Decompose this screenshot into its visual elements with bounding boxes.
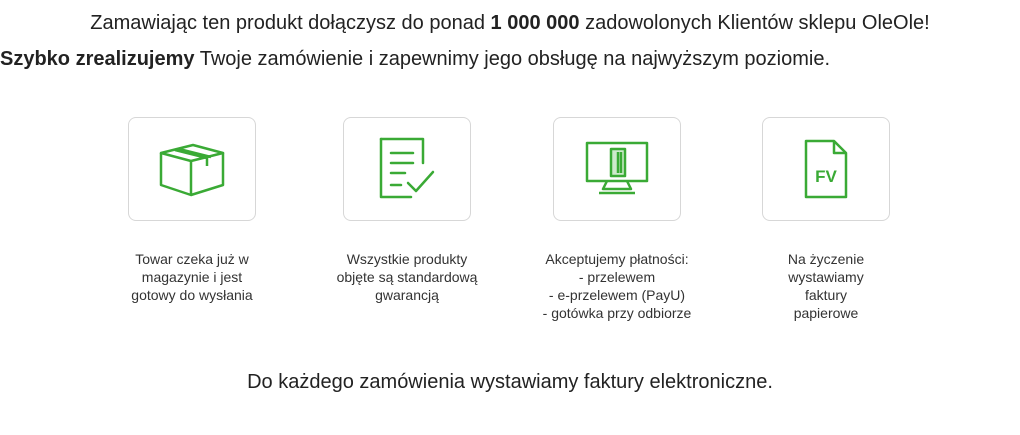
monitor-card-icon [585, 140, 649, 198]
document-check-icon [375, 137, 439, 201]
box-icon [157, 139, 227, 199]
feature-line: Towar czeka już w [135, 251, 249, 267]
intro-bold-phrase: Szybko zrealizujemy [0, 48, 195, 70]
feature-line: papierowe [793, 305, 859, 321]
feature-text [92, 250, 292, 304]
feature-line: gwarancją [375, 287, 439, 303]
feature-line: faktury [804, 287, 847, 303]
feature-invoice [726, 117, 926, 322]
feature-warranty [307, 117, 507, 304]
feature-payment [517, 117, 717, 322]
feature-line: magazynie i jest [141, 269, 243, 285]
feature-text [517, 250, 717, 322]
feature-line: objęte są standardową [336, 269, 478, 285]
invoice-fv-icon [804, 139, 848, 199]
customer-count: 1 000 000 [490, 12, 580, 34]
feature-line: Akceptujemy płatności: [545, 251, 689, 267]
intro-line-1 [0, 10, 1020, 36]
feature-line: Wszystkie produkty [346, 251, 468, 267]
feature-icon-box [343, 117, 471, 221]
feature-text [726, 250, 926, 322]
feature-text [307, 250, 507, 304]
invoice-badge: FV [815, 167, 837, 186]
feature-stock [92, 117, 292, 304]
intro-text-1: Zamawiając ten produkt dołączysz do ponad [90, 12, 491, 34]
feature-line: - przelewem [578, 269, 656, 285]
feature-line: - e-przelewem (PayU) [548, 287, 686, 303]
feature-line: Na życzenie [787, 251, 865, 267]
feature-line: - gotówka przy odbiorze [542, 305, 692, 321]
feature-icon-box [553, 117, 681, 221]
feature-icon-box [762, 117, 890, 221]
feature-line: gotowy do wysłania [131, 287, 253, 303]
intro-line-2 [0, 46, 1020, 72]
feature-icon-box [128, 117, 256, 221]
intro-text-2: zadowolonych Klientów sklepu OleOle! [579, 12, 930, 34]
electronic-invoice-note: Do każdego zamówienia wystawiamy faktury elektroniczne. [247, 371, 773, 393]
feature-line: wystawiamy [788, 269, 864, 285]
intro-text-3: Twoje zamówienie i zapewnimy jego obsługę na najwyższym poziomie. [194, 48, 831, 70]
